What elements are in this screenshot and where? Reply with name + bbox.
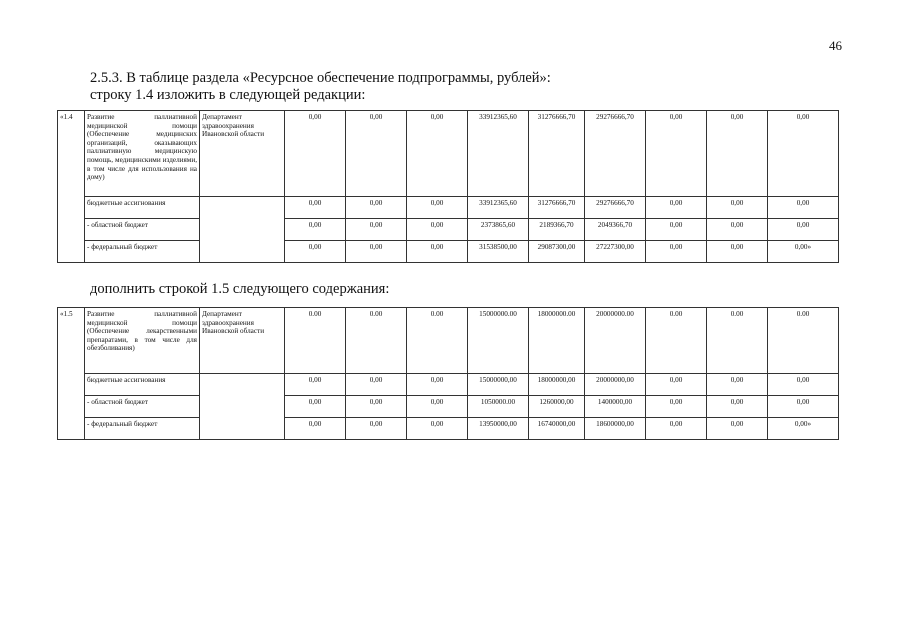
table-cell: 0,00» [768, 241, 839, 263]
table-cell: 0,00 [346, 418, 407, 440]
table-cell: 0,00 [346, 197, 407, 219]
table-cell: 0,00 [407, 111, 468, 197]
table-cell: 16740000,00 [529, 418, 585, 440]
table-row [58, 418, 839, 440]
table-cell: 0,00 [407, 374, 468, 396]
table-cell: 1260000,00 [529, 396, 585, 418]
table-cell: 0,00 [646, 241, 707, 263]
table-cell: 0,00 [285, 374, 346, 396]
row-label: бюджетные ассигнования [85, 197, 200, 219]
table-cell: 0,00 [707, 197, 768, 219]
table-cell: 2373865,60 [468, 219, 529, 241]
table-cell: 0,00 [768, 197, 839, 219]
table-cell: 0.00 [285, 308, 346, 374]
table-cell: 0,00 [768, 219, 839, 241]
table-cell: 0.00 [346, 308, 407, 374]
table-cell: 1050000.00 [468, 396, 529, 418]
table-cell: 0,00 [768, 111, 839, 197]
row-number: «1.4 [58, 111, 85, 263]
table-cell: 0,00 [285, 111, 346, 197]
heading-line-1: 2.5.3. В таблице раздела «Ресурсное обеспечение подпрограммы, рублей»: [90, 70, 551, 86]
row-label: - областной бюджет [85, 219, 200, 241]
table-row [58, 308, 839, 374]
table-cell: 0,00 [646, 111, 707, 197]
table-cell: 0,00 [407, 241, 468, 263]
row-label: - федеральный бюджет [85, 241, 200, 263]
table-cell: 0,00 [346, 374, 407, 396]
table-row [58, 197, 839, 219]
table-cell: 29276666,70 [585, 111, 646, 197]
table-cell: 31538500,00 [468, 241, 529, 263]
table-row [58, 396, 839, 418]
table-cell: 0,00 [707, 241, 768, 263]
table-cell: 29087300,00 [529, 241, 585, 263]
table-row [58, 111, 839, 197]
table-cell: 0,00 [707, 219, 768, 241]
table-cell: 18000000.00 [529, 308, 585, 374]
table-cell: 15000000.00 [468, 308, 529, 374]
executor-empty [200, 374, 285, 440]
table-cell: 18600000,00 [585, 418, 646, 440]
table-cell: 0,00 [707, 418, 768, 440]
table-cell: 0,00» [768, 418, 839, 440]
table-cell: 0,00 [285, 197, 346, 219]
table-cell: 0.00 [407, 308, 468, 374]
measure-name: Развитие паллиативной медицинской помощи (Обеспечение лекарственными препаратами, в том числе для обезболивания) [85, 308, 200, 374]
row-label: - областной бюджет [85, 396, 200, 418]
table-cell: 0,00 [346, 396, 407, 418]
section-2-heading: дополнить строкой 1.5 следующего содержания: [90, 281, 390, 297]
heading-line-2: строку 1.4 изложить в следующей редакции: [90, 87, 366, 103]
table-cell: 0,00 [346, 219, 407, 241]
table-cell: 0,00 [707, 396, 768, 418]
resource-table-row-1-4 [57, 110, 839, 263]
table-cell: 0,00 [646, 418, 707, 440]
table-cell: 0,00 [346, 111, 407, 197]
row-label: бюджетные ассигнования [85, 374, 200, 396]
table-cell: 0.00 [707, 308, 768, 374]
table-cell: 0,00 [346, 241, 407, 263]
table-cell: 13950000,00 [468, 418, 529, 440]
measure-name: Развитие паллиативной медицинской помощи (Обеспечение медицинских организаций, оказывающих паллиативную медицинскую помощь, медицинскими изделиями, в том числе для использования на дому) [85, 111, 200, 197]
table-cell: 31276666,70 [529, 197, 585, 219]
table-cell: 2189366,70 [529, 219, 585, 241]
row-label: - федеральный бюджет [85, 418, 200, 440]
table-row [58, 374, 839, 396]
table-cell: 29276666,70 [585, 197, 646, 219]
executor: Департамент здравоохранения Ивановской области [200, 111, 285, 197]
table-cell: 0,00 [285, 418, 346, 440]
table-cell: 20000000.00 [585, 308, 646, 374]
table-row [58, 241, 839, 263]
table-cell: 15000000,00 [468, 374, 529, 396]
table-cell: 0,00 [646, 197, 707, 219]
table-cell: 0,00 [407, 418, 468, 440]
table-cell: 1400000,00 [585, 396, 646, 418]
table-cell: 31276666,70 [529, 111, 585, 197]
table-cell: 0,00 [707, 374, 768, 396]
table-cell: 33912365,60 [468, 111, 529, 197]
table-cell: 0,00 [646, 374, 707, 396]
table-cell: 0,00 [285, 241, 346, 263]
page-number: 46 [829, 38, 842, 53]
table-cell: 0.00 [768, 308, 839, 374]
table-cell: 27227300,00 [585, 241, 646, 263]
table-cell: 0,00 [646, 219, 707, 241]
row-number: «1.5 [58, 308, 85, 440]
executor-empty [200, 197, 285, 263]
table-cell: 0,00 [285, 219, 346, 241]
table-cell: 0,00 [646, 396, 707, 418]
executor: Департамент здравоохранения Ивановской области [200, 308, 285, 374]
table-cell: 0.00 [646, 308, 707, 374]
table-cell: 0,00 [407, 197, 468, 219]
table-cell: 18000000,00 [529, 374, 585, 396]
table-cell: 0,00 [285, 396, 346, 418]
table-cell: 0,00 [407, 396, 468, 418]
table-cell: 2049366,70 [585, 219, 646, 241]
table-cell: 0,00 [768, 374, 839, 396]
table-cell: 0,00 [768, 396, 839, 418]
table-cell: 33912365,60 [468, 197, 529, 219]
resource-table-row-1-5 [57, 307, 839, 440]
table-cell: 0,00 [707, 111, 768, 197]
table-row [58, 219, 839, 241]
table-cell: 0,00 [407, 219, 468, 241]
table-cell: 20000000,00 [585, 374, 646, 396]
